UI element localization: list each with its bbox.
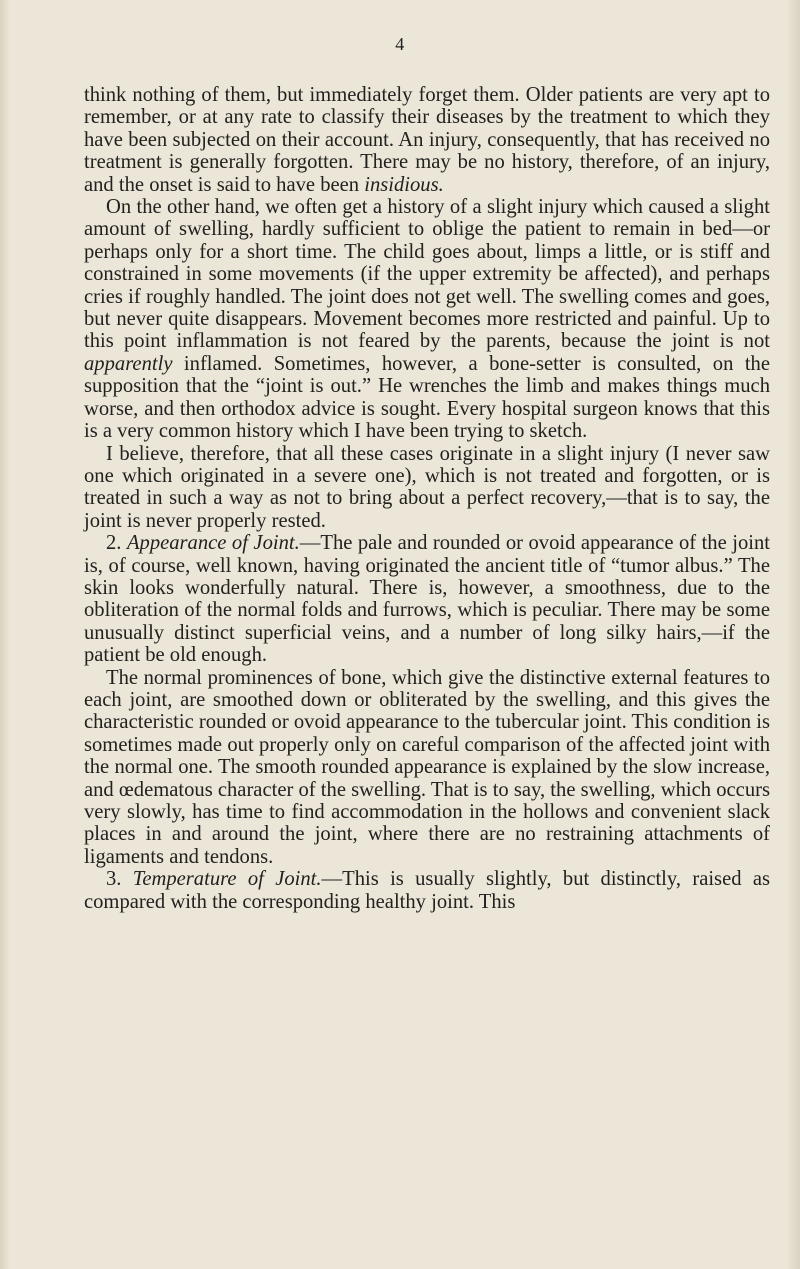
text-segment: —This is usually slightly, but distinctly, raised as compared with the corresponding healthy joint. This (84, 868, 770, 913)
section-temperature-of-joint (84, 868, 770, 913)
italic-term: apparently (84, 352, 173, 375)
paragraph (84, 443, 770, 533)
text-segment: inflamed. Sometimes, however, a bone-setter is consulted, on the supposition that the “joint is out.” He wrenches the limb and makes things much worse, and then orthodox advice is sought. Every hospital surgeon knows that this is a very common history which I have been trying to sketch. (84, 352, 770, 443)
text-segment: On the other hand, we often get a history of a slight injury which caused a slight amount of swelling, hardly sufficient to oblige the patient to remain in bed—or perhaps only for a short time. The child goes about, limps a little, or is stiff and constrained in some movements (if the upper extremity be affected), and perhaps cries if roughly handled. The joint does not get well. The swelling comes and goes, but never quite disappears. Movement becomes more restricted and painful. Up to this point inflammation is not feared by the parents, because the joint is not (84, 196, 770, 353)
paragraph-continuation (84, 84, 770, 196)
page-edge-right (786, 0, 800, 1269)
paragraph (84, 667, 770, 869)
text-segment: think nothing of them, but immediately forget them. Older patients are very apt to remember, or at any rate to classify their diseases by the treatment to which they have been subjected on their account. An injury, consequently, that has received no treatment is generally forgotten. There may be no history, therefore, of an injury, and the onset is said to have been (84, 84, 770, 196)
italic-term: insidious. (364, 173, 444, 196)
section-heading: Appearance of Joint. (126, 532, 300, 555)
paragraph (84, 196, 770, 442)
text-segment: The normal prominences of bone, which give the distinctive external features to each joint, are smoothed down or obliterated by the swelling, and this gives the characteristic rounded or ovoid appearance to the tubercular joint. This condition is sometimes made out properly only on careful comparison of the affected joint with the normal one. The smooth rounded appearance is explained by the slow increase, and œdematous character of the swelling. That is to say, the swelling, which occurs very slowly, has time to find accommodation in the hollows and convenient slack places in and around the joint, where there are no restraining attachments of ligaments and tendons. (84, 666, 770, 868)
page-edge-left (0, 0, 10, 1269)
section-number: 3. (106, 868, 133, 891)
text-segment: —The pale and rounded or ovoid appearance of the joint is, of course, well known, having originated the ancient title of “tumor albus.” The skin looks wonderfully natural. There is, however, a smoothness, due to the obliteration of the normal folds and furrows, which is peculiar. There may be some unusually distinct superficial veins, and a number of long silky hairs,—if the patient be old enough. (84, 532, 770, 667)
section-heading: Temperature of Joint. (132, 868, 322, 891)
section-appearance-of-joint (84, 532, 770, 666)
text-segment: I believe, therefore, that all these cases originate in a slight injury (I never saw one which originated in a severe one), which is not treated and forgotten, or is treated in such a way as not to bring about a perfect recovery,—that is to say, the joint is never properly rested. (84, 442, 770, 532)
page-number: 4 (395, 34, 405, 54)
body-text (84, 84, 770, 913)
section-number: 2. (106, 532, 127, 555)
